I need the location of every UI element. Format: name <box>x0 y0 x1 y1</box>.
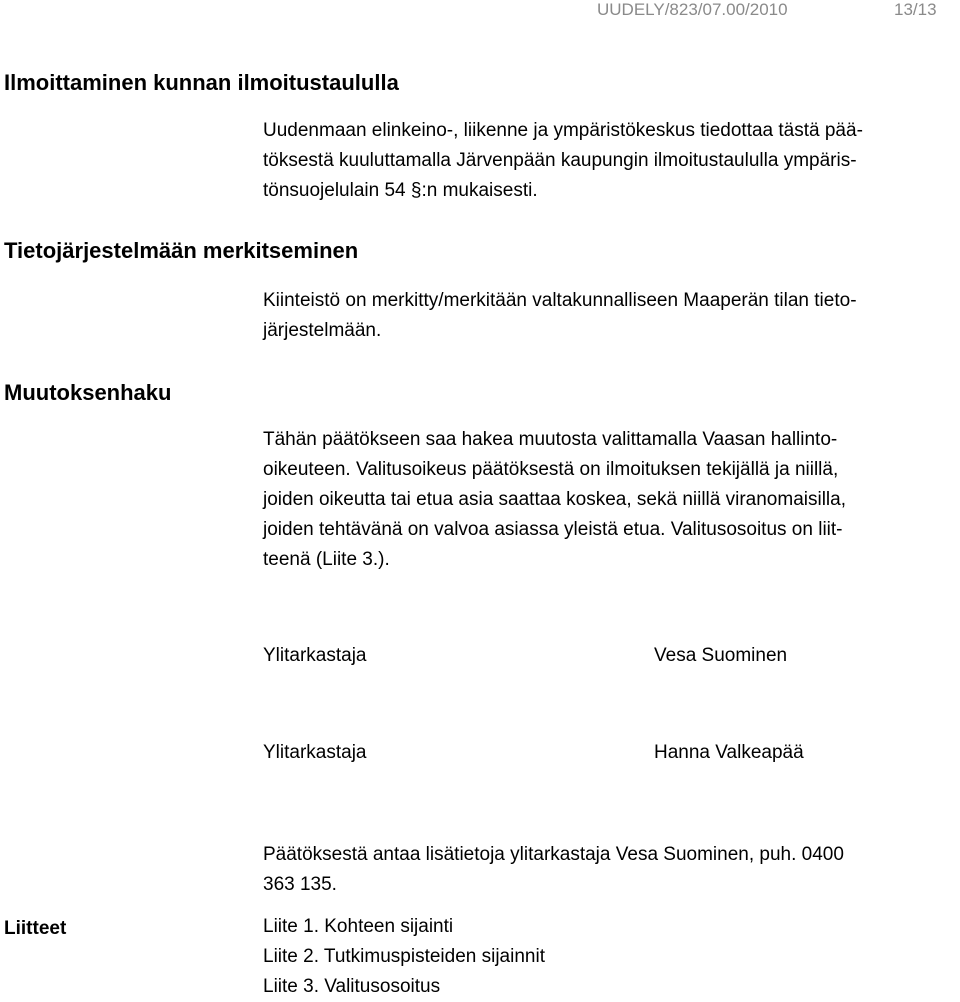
paragraph-tietojarjestelma <box>263 286 953 346</box>
paragraph-line: tönsuojelulain 54 §:n mukaisesti. <box>263 180 538 201</box>
attachments-list <box>263 912 545 1002</box>
attachment-item: Liite 3. Valitusosoitus <box>263 976 441 997</box>
signer-name: Hanna Valkeapää <box>654 742 804 763</box>
section-heading-tietojarjestelma: Tietojärjestelmään merkitseminen <box>4 238 359 263</box>
paragraph-line: oikeuteen. Valitusoikeus päätöksestä on ilmoituksen tekijällä ja niillä, <box>263 459 839 480</box>
contact-info <box>263 840 953 900</box>
signer-title: Ylitarkastaja <box>263 742 367 763</box>
paragraph-line: 363 135. <box>263 874 337 895</box>
paragraph-line: Päätöksestä antaa lisätietoja ylitarkastaja Vesa Suominen, puh. 0400 <box>263 844 844 865</box>
paragraph-ilmoittaminen <box>263 116 953 206</box>
paragraph-muutoksenhaku <box>263 425 953 575</box>
section-heading-muutoksenhaku: Muutoksenhaku <box>4 380 172 405</box>
section-heading-ilmoittaminen: Ilmoittaminen kunnan ilmoitustaululla <box>4 70 399 95</box>
paragraph-line: töksestä kuuluttamalla Järvenpään kaupungin ilmoitustaululla ympäris- <box>263 150 857 171</box>
signer-name: Vesa Suominen <box>654 645 788 666</box>
attachments-heading: Liitteet <box>4 918 67 939</box>
paragraph-line: Uudenmaan elinkeino-, liikenne ja ympäristökeskus tiedottaa tästä pää- <box>263 120 863 141</box>
paragraph-line: Kiinteistö on merkitty/merkitään valtakunnalliseen Maaperän tilan tieto- <box>263 290 857 311</box>
paragraph-line: järjestelmään. <box>263 320 382 341</box>
document-reference: UUDELY/823/07.00/2010 <box>597 0 788 19</box>
paragraph-line: teenä (Liite 3.). <box>263 549 390 570</box>
paragraph-line: Tähän päätökseen saa hakea muutosta valittamalla Vaasan hallinto- <box>263 429 838 450</box>
paragraph-line: joiden oikeutta tai etua asia saattaa koskea, sekä niillä viranomaisilla, <box>263 489 846 510</box>
signer-title: Ylitarkastaja <box>263 645 367 666</box>
paragraph-line: joiden tehtävänä on valvoa asiassa yleistä etua. Valitusosoitus on liit- <box>263 519 843 540</box>
page-number: 13/13 <box>894 0 937 19</box>
attachment-item: Liite 2. Tutkimuspisteiden sijainnit <box>263 946 545 967</box>
attachment-item: Liite 1. Kohteen sijainti <box>263 916 454 937</box>
